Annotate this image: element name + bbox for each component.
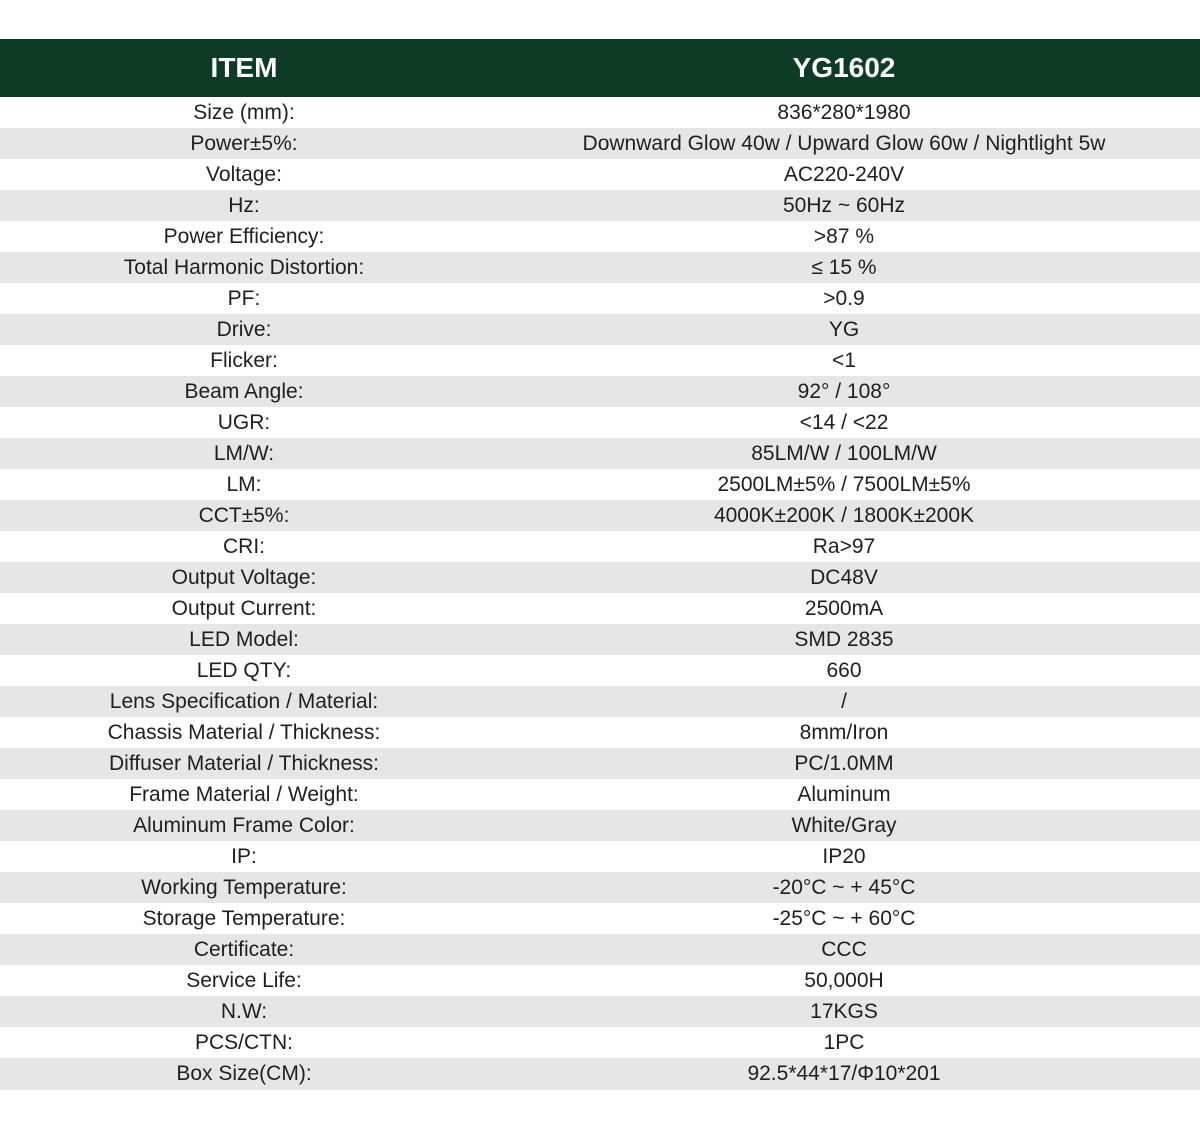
table-row xyxy=(0,1058,1200,1089)
row-value: AC220-240V xyxy=(783,163,905,187)
row-label: CRI: xyxy=(223,535,265,559)
row-value: / xyxy=(841,690,847,714)
row-label: Beam Angle: xyxy=(184,380,304,404)
table-row xyxy=(0,562,1200,593)
table-row xyxy=(0,376,1200,407)
row-value: ≤ 15 % xyxy=(811,256,877,280)
row-label: Total Harmonic Distortion: xyxy=(123,256,365,280)
table-row xyxy=(0,407,1200,438)
row-value: 50Hz ~ 60Hz xyxy=(783,194,905,218)
row-label: Service Life: xyxy=(186,969,302,993)
table-row xyxy=(0,717,1200,748)
table-row xyxy=(0,314,1200,345)
table-row xyxy=(0,500,1200,531)
table-row xyxy=(0,283,1200,314)
table-row xyxy=(0,779,1200,810)
row-label: Hz: xyxy=(228,194,260,218)
table-row xyxy=(0,97,1200,128)
row-value: 85LM/W / 100LM/W xyxy=(751,442,937,466)
row-value: White/Gray xyxy=(791,814,897,838)
row-label: PCS/CTN: xyxy=(194,1031,293,1055)
table-row xyxy=(0,438,1200,469)
row-value: Aluminum xyxy=(797,783,891,807)
row-label: CCT±5%: xyxy=(198,504,290,528)
spec-table xyxy=(0,39,1200,1090)
row-value: CCC xyxy=(821,938,867,962)
table-row xyxy=(0,1027,1200,1058)
row-label: Diffuser Material / Thickness: xyxy=(109,752,379,776)
table-row xyxy=(0,624,1200,655)
table-row xyxy=(0,531,1200,562)
row-value: Downward Glow 40w / Upward Glow 60w / Nightlight 5w xyxy=(582,132,1106,156)
row-label: Power Efficiency: xyxy=(163,225,325,249)
row-value: DC48V xyxy=(810,566,878,590)
row-value: 660 xyxy=(826,659,862,683)
row-value: -25°C ~ + 60°C xyxy=(772,907,916,931)
row-label: PF: xyxy=(227,287,261,311)
row-value: 50,000H xyxy=(804,969,884,993)
row-label: Flicker: xyxy=(210,349,278,373)
table-row xyxy=(0,159,1200,190)
row-label: Working Temperature: xyxy=(141,876,347,900)
row-value: IP20 xyxy=(822,845,866,869)
row-value: Ra>97 xyxy=(812,535,876,559)
row-value: 92.5*44*17/Φ10*201 xyxy=(747,1062,941,1086)
row-label: Output Voltage: xyxy=(171,566,317,590)
row-value: >0.9 xyxy=(823,287,865,311)
row-label: Output Current: xyxy=(171,597,317,621)
row-label: LED QTY: xyxy=(196,659,292,683)
row-label: N.W: xyxy=(220,1000,268,1024)
table-body xyxy=(0,97,1200,1090)
row-label: Storage Temperature: xyxy=(142,907,346,931)
row-value: SMD 2835 xyxy=(794,628,894,652)
table-row xyxy=(0,190,1200,221)
row-value: -20°C ~ + 45°C xyxy=(772,876,916,900)
row-value: 17KGS xyxy=(810,1000,878,1024)
row-value: PC/1.0MM xyxy=(794,752,894,776)
row-label: Voltage: xyxy=(206,163,282,187)
table-row xyxy=(0,128,1200,159)
table-row xyxy=(0,872,1200,903)
row-label: Power±5%: xyxy=(190,132,298,156)
header-item-label: ITEM xyxy=(210,52,278,83)
row-label: Lens Specification / Material: xyxy=(109,690,379,714)
row-value: 1PC xyxy=(823,1031,865,1055)
table-row xyxy=(0,841,1200,872)
row-value: >87 % xyxy=(813,225,875,249)
row-value: 8mm/Iron xyxy=(799,721,889,745)
row-label: LED Model: xyxy=(189,628,299,652)
table-row xyxy=(0,903,1200,934)
row-label: Size (mm): xyxy=(193,101,295,124)
row-label: Frame Material / Weight: xyxy=(129,783,359,807)
row-label: UGR: xyxy=(217,411,271,435)
row-label: LM: xyxy=(226,473,262,497)
table-row xyxy=(0,345,1200,376)
table-row xyxy=(0,469,1200,500)
row-value: 92° / 108° xyxy=(797,380,891,404)
row-value: 2500mA xyxy=(804,597,884,621)
row-value: 836*280*1980 xyxy=(777,101,911,124)
header-model-label: YG1602 xyxy=(792,52,896,83)
row-value: <14 / <22 xyxy=(799,411,889,435)
table-row xyxy=(0,965,1200,996)
row-value: YG xyxy=(828,318,860,342)
table-header xyxy=(0,39,1200,97)
table-row xyxy=(0,996,1200,1027)
row-label: Chassis Material / Thickness: xyxy=(107,721,381,745)
table-row xyxy=(0,810,1200,841)
table-row xyxy=(0,221,1200,252)
row-value: <1 xyxy=(832,349,856,373)
row-label: LM/W: xyxy=(213,442,275,466)
row-value: 2500LM±5% / 7500LM±5% xyxy=(717,473,971,497)
table-row xyxy=(0,934,1200,965)
row-label: Certificate: xyxy=(193,938,295,962)
row-label: Box Size(CM): xyxy=(176,1062,312,1086)
row-label: Drive: xyxy=(216,318,272,342)
table-row xyxy=(0,655,1200,686)
row-label: Aluminum Frame Color: xyxy=(133,814,355,838)
row-label: IP: xyxy=(231,845,257,869)
row-value: 4000K±200K / 1800K±200K xyxy=(713,504,975,528)
table-row xyxy=(0,748,1200,779)
table-row xyxy=(0,252,1200,283)
table-row xyxy=(0,593,1200,624)
table-row xyxy=(0,686,1200,717)
